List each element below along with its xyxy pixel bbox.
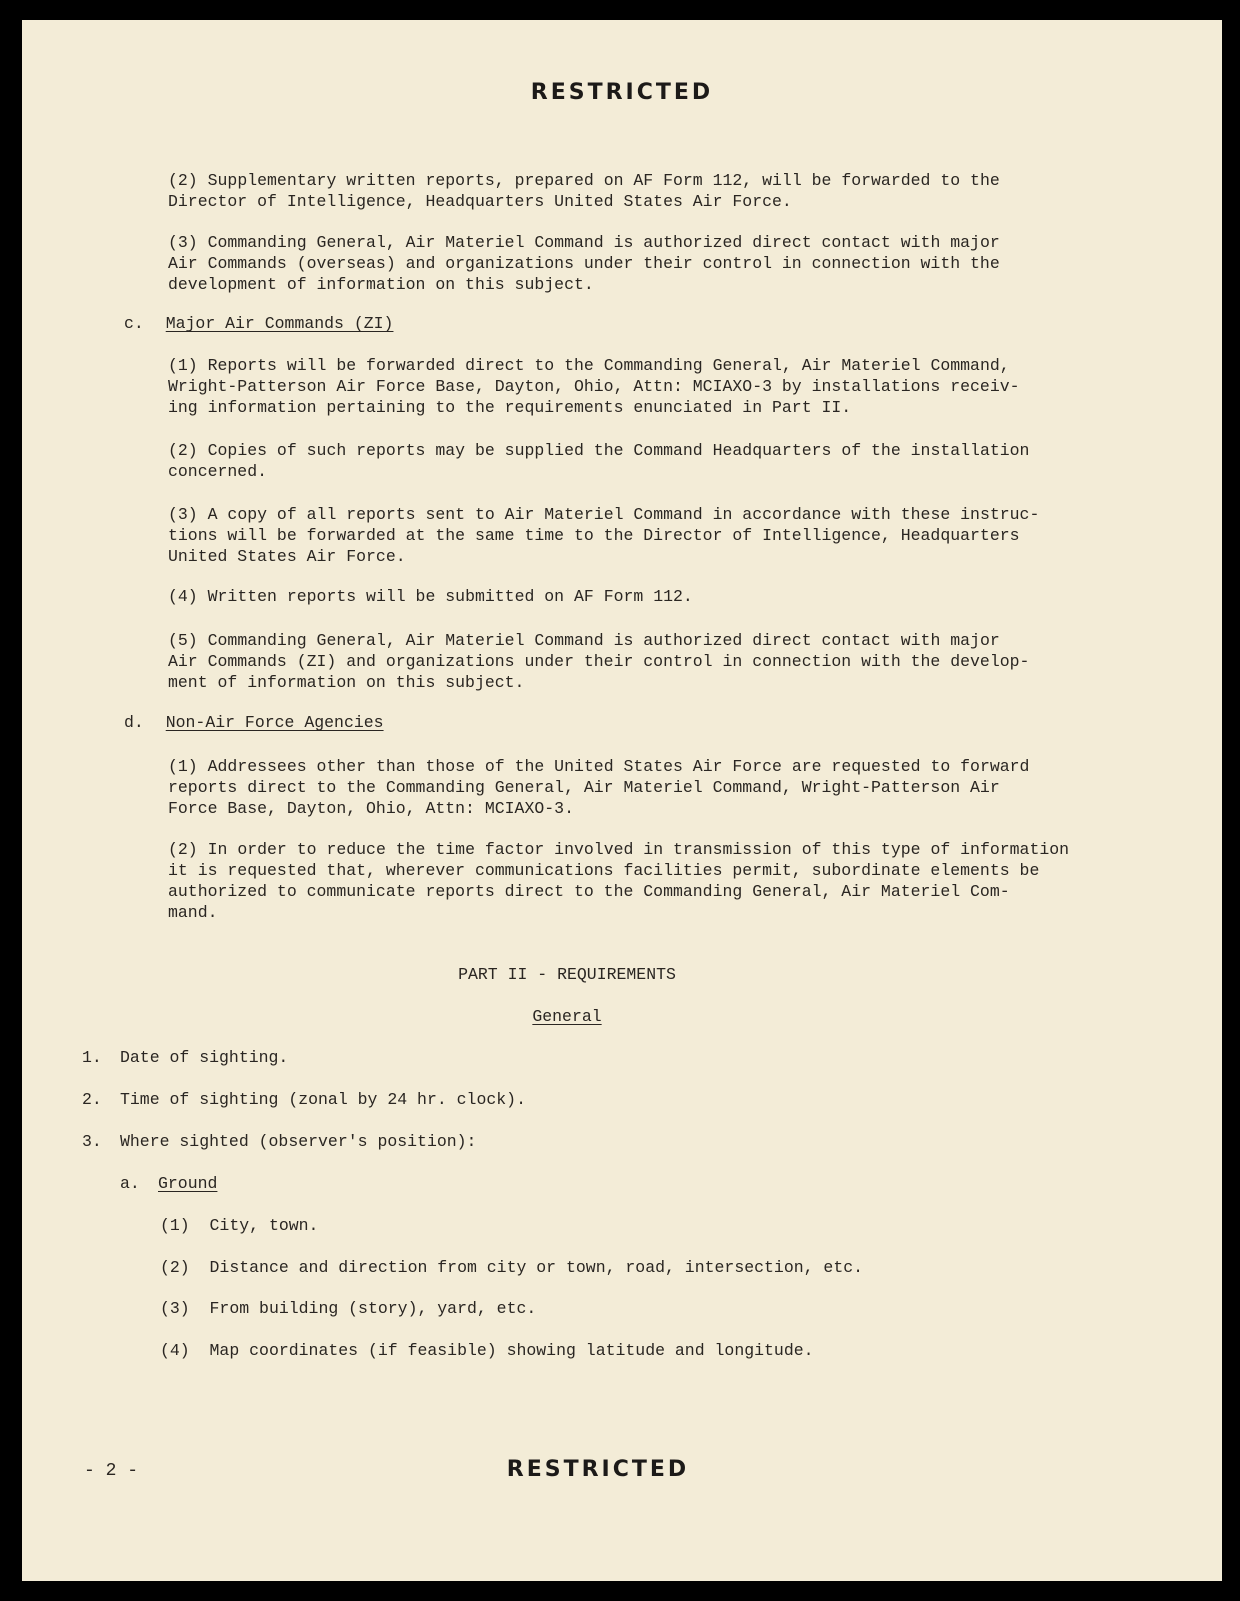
paragraph-line: reports direct to the Commanding General, Air Materiel Command, Wright-Patterson Air: [168, 778, 1000, 797]
section-letter: a.: [120, 1174, 140, 1193]
item-number: (3): [168, 233, 198, 252]
item-text: Map coordinates (if feasible) showing latitude and longitude.: [209, 1341, 814, 1360]
paragraph-line: Wright-Patterson Air Force Base, Dayton, Ohio, Attn: MCIAXO-3 by installations receiv-: [168, 377, 1020, 396]
requirement-item-2: [82, 1089, 526, 1110]
item-number: (1): [160, 1216, 190, 1235]
page-number: - 2 -: [84, 1461, 139, 1481]
section-b-item-3: [168, 232, 1000, 295]
section-c-item-2: [168, 440, 1029, 482]
item-number: (3): [168, 505, 198, 524]
paragraph-line: concerned.: [168, 462, 268, 481]
item-text: Time of sighting (zonal by 24 hr. clock).: [120, 1090, 526, 1109]
classification-header: RESTRICTED: [530, 80, 714, 105]
paragraph-line: tions will be forwarded at the same time to the Director of Intelligence, Headquarters: [168, 526, 1020, 545]
part-title: PART II - REQUIREMENTS: [458, 965, 676, 984]
paragraph-line: Commanding General, Air Materiel Command is authorized direct contact with major: [207, 631, 1000, 650]
section-c-item-1: [168, 355, 1020, 418]
paragraph-line: ing information pertaining to the requirements enunciated in Part II.: [168, 398, 852, 417]
item-number: (2): [168, 441, 198, 460]
paragraph-line: Reports will be forwarded direct to the Commanding General, Air Materiel Command,: [207, 356, 1010, 375]
paragraph-line: A copy of all reports sent to Air Materiel Command in accordance with these instruc-: [207, 505, 1040, 524]
section-d-item-2: [168, 839, 1069, 923]
paragraph-line: United States Air Force.: [168, 547, 406, 566]
section-title: Non-Air Force Agencies: [165, 713, 384, 732]
item-text: From building (story), yard, etc.: [209, 1299, 537, 1318]
item-text: Distance and direction from city or town, road, intersection, etc.: [209, 1258, 864, 1277]
item-number: 3.: [82, 1132, 102, 1151]
paragraph-line: Air Commands (overseas) and organizations under their control in connection with the: [168, 254, 1000, 273]
item-text: Where sighted (observer's position):: [120, 1132, 477, 1151]
paragraph-line: mand.: [168, 903, 218, 922]
section-d-item-1: [168, 756, 1029, 819]
item-number: (4): [160, 1341, 190, 1360]
part-subtitle: General: [532, 1007, 602, 1026]
item-number: 2.: [82, 1090, 102, 1109]
section-letter: c.: [124, 314, 144, 333]
paragraph-line: Air Commands (ZI) and organizations under their control in connection with the develop-: [168, 652, 1030, 671]
ground-item-2: [160, 1257, 863, 1278]
item-number: (2): [160, 1258, 190, 1277]
ground-item-4: [160, 1340, 814, 1361]
item-text: Date of sighting.: [120, 1048, 289, 1067]
item-number: (3): [160, 1299, 190, 1318]
paragraph-line: Force Base, Dayton, Ohio, Attn: MCIAXO-3.: [168, 799, 574, 818]
section-c-heading: [124, 313, 393, 334]
ground-item-1: [160, 1215, 318, 1236]
section-b-item-2: [168, 170, 1000, 212]
paragraph-line: Copies of such reports may be supplied the Command Headquarters of the installation: [207, 441, 1030, 460]
item-text: City, town.: [209, 1216, 319, 1235]
classification-footer: RESTRICTED: [506, 1457, 690, 1482]
section-letter: d.: [124, 713, 144, 732]
section-c-item-4: [168, 586, 693, 607]
paragraph-line: authorized to communicate reports direct to the Commanding General, Air Materiel Com-: [168, 882, 1010, 901]
section-c-item-3: [168, 504, 1039, 567]
paragraph-line: Addressees other than those of the United States Air Force are requested to forward: [207, 757, 1030, 776]
item-number: (5): [168, 631, 198, 650]
paragraph-line: Director of Intelligence, Headquarters United States Air Force.: [168, 192, 792, 211]
paragraph-line: Written reports will be submitted on AF Form 112.: [207, 587, 693, 606]
requirement-item-1: [82, 1047, 288, 1068]
paragraph-line: Supplementary written reports, prepared on AF Form 112, will be forwarded to the: [207, 171, 1000, 190]
document-page: [22, 20, 1222, 1581]
requirement-item-3: [82, 1131, 476, 1152]
paragraph-line: it is requested that, wherever communications facilities permit, subordinate elements be: [168, 861, 1040, 880]
item-number: (1): [168, 757, 198, 776]
item-number: (1): [168, 356, 198, 375]
item-number: (2): [168, 171, 198, 190]
paragraph-line: ment of information on this subject.: [168, 673, 525, 692]
section-d-heading: [124, 712, 384, 733]
item-number: 1.: [82, 1048, 102, 1067]
sub-a-heading: [120, 1173, 217, 1194]
paragraph-line: Commanding General, Air Materiel Command is authorized direct contact with major: [207, 233, 1000, 252]
item-number: (4): [168, 587, 198, 606]
section-title: Ground: [158, 1174, 218, 1193]
section-c-item-5: [168, 630, 1029, 693]
paragraph-line: development of information on this subject.: [168, 275, 594, 294]
part-subtitle-wrap: [22, 1006, 1112, 1027]
item-number: (2): [168, 840, 198, 859]
section-title: Major Air Commands (ZI): [165, 314, 394, 333]
paragraph-line: In order to reduce the time factor involved in transmission of this type of information: [207, 840, 1070, 859]
ground-item-3: [160, 1298, 536, 1319]
